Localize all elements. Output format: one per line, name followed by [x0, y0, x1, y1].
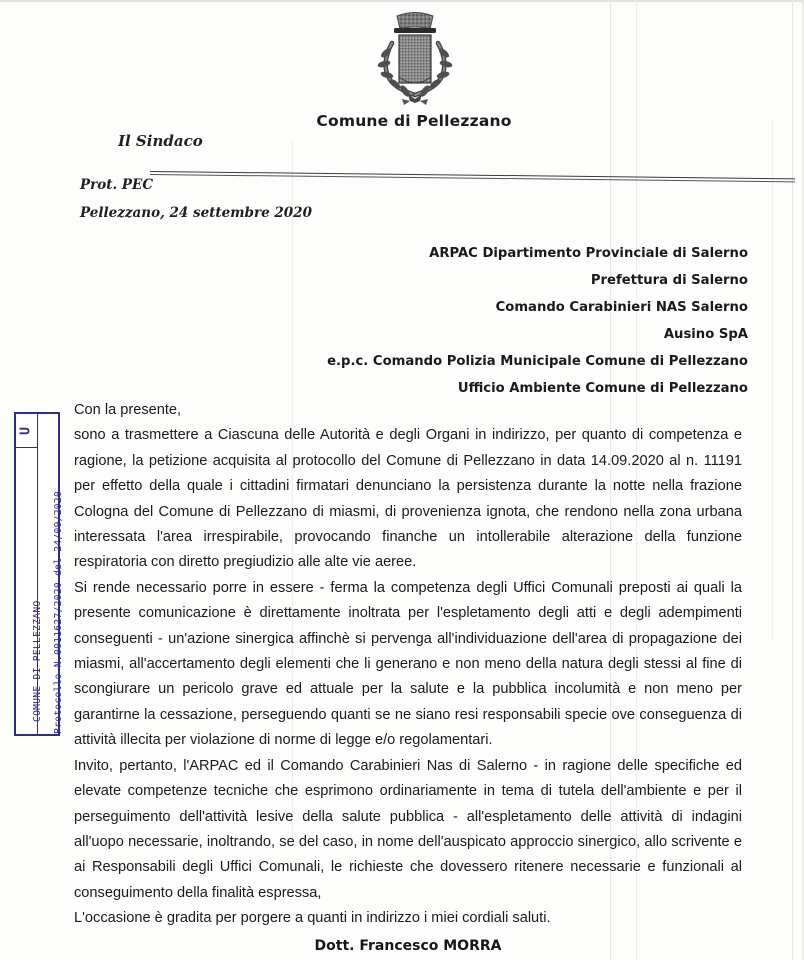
body-paragraph-3: Invito, pertanto, l'ARPAC ed il Comando Carabinieri Nas di Salerno - in ragione delle specifiche ed elevate competenze tecniche che esprimono ordinariamente in tema di tutela dell'ambiente e per il perseguimento dell'attività lesive della salute pubblica - all'espletamento delle attività di indagini all'uopo necessarie, inoltrando, se del caso, in nome dell'auspicato approccio sinergico, allo scrivente e ai Responsabili degli Uffici Comunali, le richieste che dovessero ritenere necessarie e funzionali al conseguimento della finalità espressa,: [74, 757, 742, 901]
recipient-line: Prefettura di Salerno: [590, 273, 748, 288]
signature-line: [0, 938, 804, 954]
stamp-marker-glyph: U: [18, 427, 34, 435]
header-divider: [150, 168, 795, 186]
recipients-block: [48, 240, 748, 402]
protocol-stamp: [14, 412, 64, 736]
letter-body: [74, 398, 742, 932]
scan-edge-top: [0, 0, 804, 2]
stamp-marker-cell: [16, 414, 37, 448]
stamp-protocol-text: Protocollo N.0011627/2020 del 24/09/2020: [53, 490, 64, 734]
signature-name: Dott. Francesco MORRA: [314, 938, 502, 954]
recipient-line: ARPAC Dipartimento Provinciale di Salerno: [429, 246, 748, 261]
scan-fold-line: [772, 120, 773, 640]
body-closing: L'occasione è gradita per porgere a quanti in indirizzo i miei cordiali saluti.: [74, 910, 551, 927]
scan-edge-right: [792, 0, 793, 960]
place-and-date: Pellezzano, 24 settembre 2020: [80, 205, 312, 221]
recipient-line: e.p.c. Comando Polizia Municipale Comune di Pellezzano: [327, 354, 748, 369]
recipient-line: Ausino SpA: [663, 327, 748, 342]
protocol-note: Prot. PEC: [80, 177, 154, 193]
body-paragraph-2: Si rende necessario porre in essere - ferma la competenza degli Uffici Comunali preposti ai quali la presente comunicazione è direttamente inoltrata per l'espletamento degli atti e degli adempimenti conseguenti - un'azione sinergica affinchè si pervenga all'individuazione dell'area di propagazione dei miasmi, all'accertamento degli elementi che li generano e non meno della natura degli stessi al fine di scongiurare un pericolo grave ed attuale per la salute e la pubblica incolumità e non meno per garantirne la cessazione, perseguendo quanti se ne siano resi responsabili specie ove conseguenza di attività illecita per violazione di norme di legge e/o regolamentari.: [74, 579, 742, 749]
comune-title-text: Comune di Pellezzano: [316, 112, 512, 130]
coat-of-arms-icon: [372, 6, 458, 108]
recipient-line: Ufficio Ambiente Comune di Pellezzano: [457, 381, 748, 396]
recipient-line: Comando Carabinieri NAS Salerno: [495, 300, 748, 315]
body-opening: Con la presente,: [74, 402, 182, 418]
page-title: [0, 112, 804, 130]
stamp-entity-text: COMUNE DI PELLEZZANO: [32, 600, 43, 722]
sender-role: Il Sindaco: [118, 132, 203, 150]
body-paragraph-1: sono a trasmettere a Ciascuna delle Autorità e degli Organi in indirizzo, per quanto di competenza e ragione, la petizione acquisita al protocollo del Comune di Pellezzano in data 14.09.2020 al n. 11191 per effetto della quale i cittadini firmatari denunciano la persistenza durante la notte nella frazione Cologna del Comune di Pellezzano di miasmi, di provenienza ignota, che rendono nella zona urbana interessata l'area irrespirabile, provocando finanche un intollerabile alterazione della funzione respiratoria con diretto pregiudizio alle alte vie aeree.: [74, 427, 742, 571]
